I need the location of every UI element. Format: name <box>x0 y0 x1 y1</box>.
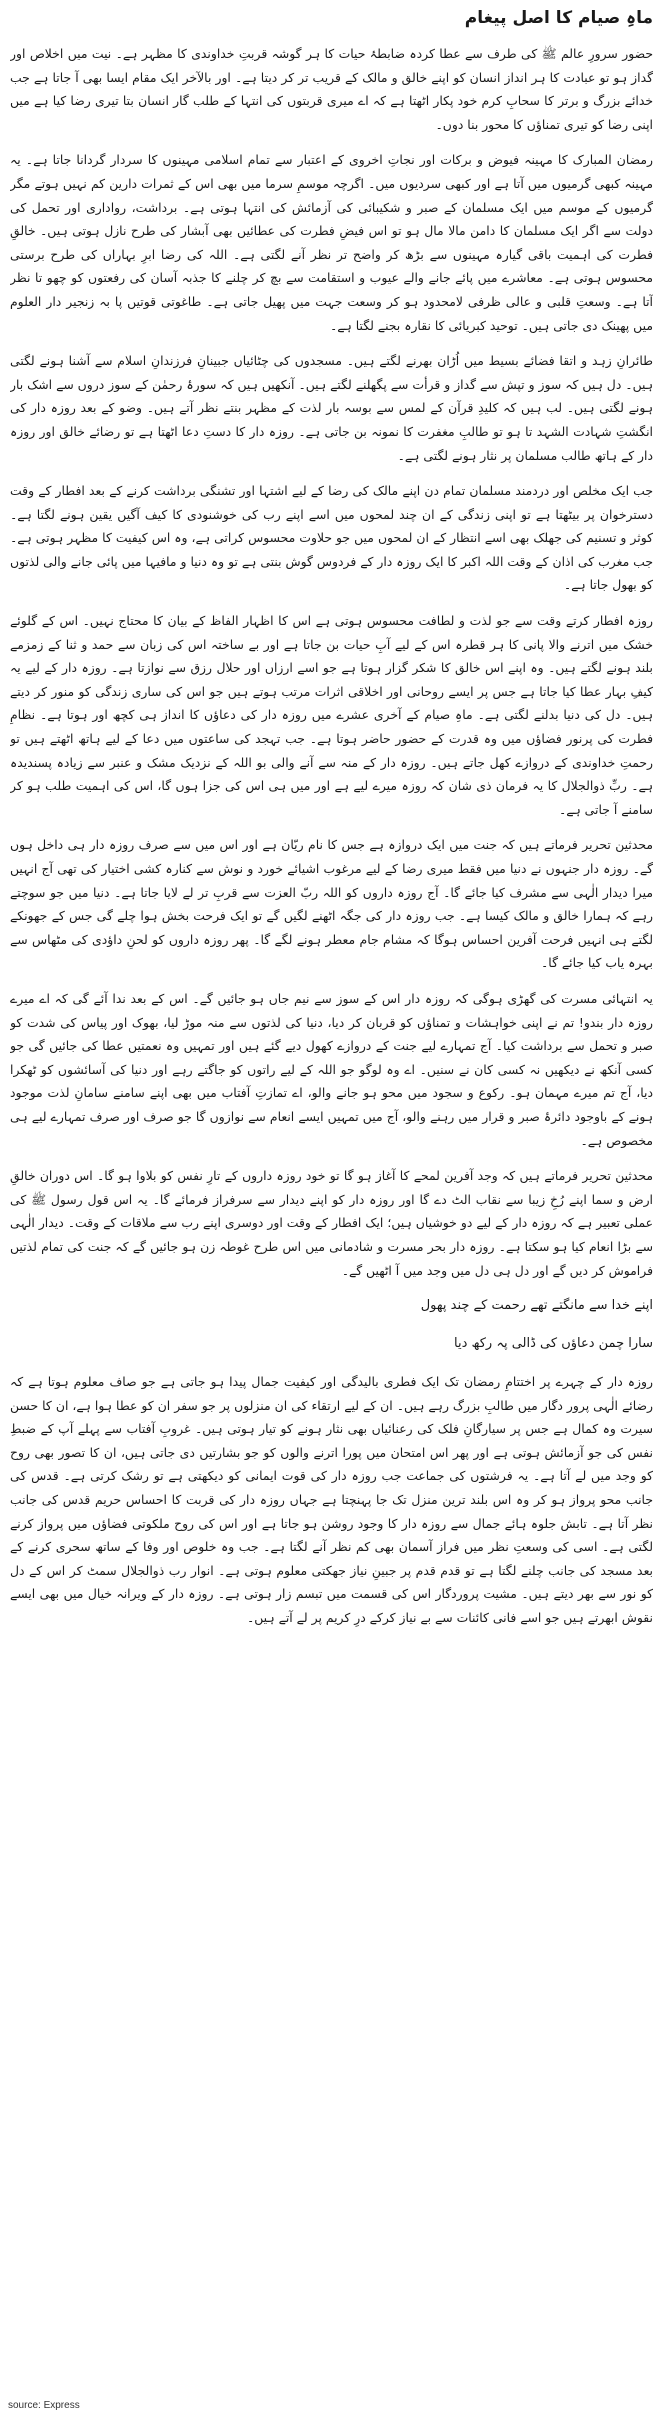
article-paragraph: محدثین تحریر فرماتے ہیں کہ جنت میں ایک دروازہ ہے جس کا نام ریّان ہے اور اس میں سے صرف روزہ دار ہی داخل ہوں گے۔ روزہ دار جنہوں نے دنیا میں فقط میری رضا کے لیے مرغوب اشیائے خورد و نوش سے کنارہ کشی اختیار کی تھی آج انہیں میرا دیدار الٰہی سے مشرف کیا جائے گا۔ آج روزہ داروں کو اللہ ربّ العزت سے قربِ تر لے لایا جاتا ہے۔ دنیا میں جو سوچتے رہے کہ ہمارا خالق و مالک کیسا ہے۔ جب روزہ دار کی جگہ اٹھنے لگیں گے تو ایک فرحت بخش ہوا چلے گی جس کے جھونکے لگتے ہی انہیں فرحت آفرین احساس ہوگا کہ مشام جام معطر ہونے لگے گا۔ پھر روزہ داروں کو لحنِ داؤدی کی مٹھاس سے بہرہ یاب کیا جائے گا۔ <box>10 837 653 971</box>
article-paragraph: طائرانِ زہد و اتقا فضائے بسیط میں اُڑان بھرنے لگتے ہیں۔ مسجدوں کی چٹائیاں جبینانِ فرزندانِ اسلام سے آشنا ہونے لگتی ہیں۔ دل ہیں کہ سوز و تپش سے گداز و قرأت سے پگھلنے لگتے ہیں۔ آنکھیں ہیں کہ سورۂ رحمٰن کے سوز دروں سے اشک بار ہونے لگتی ہیں۔ لب ہیں کہ کلیدِ قرآن کے لمس سے بوسہ بار لذت کے مظہر بنتے نظر آتے ہیں۔ وضو کے بعد روزہ دار کی انگشتِ شہادت الشہد تا ہو تو طالبِ مغفرت کا نمونہ بن جاتی ہے۔ روزہ دار کا دستِ دعا اٹھتا ہے تو رضائے خالق اور روزہ دار کے ہاتھ طالب مسلمان پر نثار ہونے لگتی ہے۔ <box>10 353 653 463</box>
article-paragraph: محدثین تحریر فرماتے ہیں کہ وجد آفرین لمحے کا آغاز ہو گا تو خود روزہ داروں کے تارِ نفس کو بلاوا ہو گا۔ اس دوران خالقِ ارض و سما اپنے رُخِ زیبا سے نقاب الٹ دے گا اور روزہ دار کو اپنے دیدار سے سرفراز فرمائے گا۔ یہ اس قول رسول ﷺ کی عملی تعبیر ہے کہ روزہ دار کے لیے دو خوشیاں ہیں؛ ایک افطار کے وقت اور دوسری اپنے رب سے ملاقات کے وقت۔ دیدار الٰہی سے بڑا انعام کیا ہو سکتا ہے۔ روزہ دار بحر مسرت و شادمانی میں اس طرح غوطہ زن ہو جائیں گے کہ جنت کی تمام لذتیں فراموش کر دیں گے اور دل ہی دل میں وجد میں آ اٹھیں گے۔ <box>10 1168 653 1278</box>
article-paragraph: یہ انتہائی مسرت کی گھڑی ہوگی کہ روزہ دار اس کے سوز سے نیم جاں ہو جائیں گے۔ اس کے بعد ندا آئے گی کہ اے میرے روزہ دار بندو! تم نے اپنی خواہشات و تمناؤں کو قربان کر دیا، دنیا کی لذتوں سے منہ موڑ لیا، بھوک اور پیاس کی شدت کو صبر و تحمل سے برداشت کیا۔ آج تمہارے لیے جنت کے دروازے کھول دیے گئے ہیں اور تمہیں وہ نعمتیں عطا کی جائیں گی جو کسی آنکھ نے دیکھیں نہ کسی کان نے سنیں۔ اے وہ لوگو جو اللہ کے لیے راتوں کو جاگتے رہے اور دنیا کی آسائشوں کو ٹھکرا دیا، آج تم میرے مہمان ہو۔ رکوع و سجود میں محو ہو جانے والو، اے تمازتِ آفتاب میں بھی اپنے سامنے سامانِ لذت موجود ہونے کے باوجود دائرۂ صبر و قرار میں رہنے والو، آج میں تمہیں ایسے انعام سے نوازوں گا جو صرف اور صرف تمہارے لیے ہی مخصوص ہے۔ <box>10 990 653 1148</box>
poetry-line: سارا چمن دعاؤں کی ڈالی پہ رکھ دیا <box>454 1336 653 1352</box>
closing-paragraph: روزہ دار کے چہرے پر اختتامِ رمضان تک ایک فطری بالیدگی اور کیفیت جمال پیدا ہو جاتی ہے جو صاف معلوم ہوتا ہے کہ رضائے الٰہی پرور دگار میں طالبِ بزرگ رہے ہیں۔ ان کے لیے ارتقاء کی ان منزلوں پر جو سفر ان کو عطا ہوا ہے، ان کا حسن سیرت وہ کمال ہے جس پر سیارگانِ فلک کی رعنائیاں بھی نثار ہونے کو تیار ہوتی ہیں۔ غروبِ آفتاب سے پہلے آپ کے ضبطِ نفس کی جو آزمائش ہوتی ہے اور پھر اس امتحان میں پورا اترنے والوں کو جو بشارتیں دی جاتی ہیں، ان کا تصور بھی روح کو وجد میں لے آتا ہے۔ یہ فرشتوں کی جماعت جب روزہ دار کی قوت ایمانی کو دیکھتی ہے تو رشک کرتی ہے۔ قدس کی جانب محو پرواز ہو کر وہ اس بلند ترین منزل تک جا پہنچتا ہے جہاں روزہ دار کی قربت کا احساس حریم قدس کی جانب نظر آتا ہے۔ تابش جلوہ ہائے جمال سے روزہ دار کا وجود روشن ہو جاتا ہے اور اس کی روح ملکوتی فضاؤں میں پرواز کرنے لگتی ہے۔ اسی کی وسعتِ نظر میں فراز آسمان بھی کم نظر آنے لگتا ہے۔ جب وہ خلوص اور وفا کے ساتھ سحری کرنے کے بعد مسجد کی جانب چلنے لگتا ہے تو قدم قدم پر جبینِ نیاز جھکتی معلوم ہوتی ہے۔ انوار رب ذوالجلال سمٹ کر اس کے دل کو نور سے بھر دیتے ہیں۔ مشیت پروردگار اس کی قسمت میں تبسم زار ہوتی ہے۔ روزہ دار کے ویرانہ خیال میں بھی ایسے نقوش ابھرتے ہیں جو اسے فانی کائنات سے بے نیاز کرکے درِ کریم پر لے آتے ہیں۔ <box>10 1374 653 1626</box>
source-credit: source: Express <box>8 2400 80 2411</box>
article-paragraph: روزہ افطار کرتے وقت سے جو لذت و لطافت محسوس ہوتی ہے اس کا اظہار الفاظ کے بیان کا محتاج نہیں۔ اس کے گلوئے خشک میں اترنے والا پانی کا ہر قطرہ اس کے لیے آبِ حیات بن جاتا ہے اور بے ساختہ اس کی زبان سے حمد و ثنا کے زمزمے بلند ہونے لگتے ہیں۔ وہ اپنے اس خالق کا شکر گزار ہوتا ہے جو اسے ارزاں اور حلال رزق سے نوازتا ہے۔ روزہ دار کے لیے یہ کیفِ بہار عطا کیا جاتا ہے جس پر ایسے روحانی اور اخلاقی اثرات مرتب ہوتے ہیں جو اس کی ساری زندگی کو منور کر دیتے ہیں۔ دل کی دنیا بدلنے لگتی ہے۔ ماہِ صیام کے آخری عشرے میں روزہ دار کی دعاؤں کا انداز ہی کچھ اور ہوتا ہے۔ نظامِ فطرت کی پرنور فضاؤں میں وہ قدرت کے حضور حاضر ہوتا ہے۔ جب تہجد کی ساعتوں میں دعا کے لیے ہاتھ اٹھتے ہیں تو رحمتِ خداوندی کے دروازے کھل جاتے ہیں۔ روزہ دار کے منہ سے آنے والی بو اللہ کے نزدیک مشک و عنبر سے زیادہ پسندیدہ ہے۔ ربِّ ذوالجلال کا یہ فرمان ذی شان کہ روزہ میرے لیے ہے اور میں ہی اس کی جزا ہوں گا، اس کی اہمیت طلب ہو کر سامنے آ جاتی ہے۔ <box>10 613 653 817</box>
article-paragraph: رمضان المبارک کا مہینہ فیوض و برکات اور نجاتِ اخروی کے اعتبار سے تمام اسلامی مہینوں کا سردار گردانا جاتا ہے۔ یہ مہینہ کبھی گرمیوں میں آتا ہے اور کبھی سردیوں میں۔ اگرچہ موسمِ سرما میں بھی اس کے ثمرات دارین کم نہیں ہوتے مگر گرمیوں کے موسم میں ایک مسلمان کے صبر و شکیبائی کی آزمائش کی انتہا ہوتی ہے۔ برداشت، رواداری اور تحمل کی دولت سے اگر ایک مسلمان کا دامن مالا مال ہو تو اس فیضِ فطرت کی عطائیں بھی آبشار کی طرح نازل ہوتی ہیں۔ خالقِ فطرت کی اہمیت باقی گیارہ مہینوں سے بڑھ کر واضح تر نظر آنے لگتی ہے۔ اللہ کی رضا ابرِ بہاراں کی طرح برستی محسوس ہوتی ہے۔ معاشرے میں پائے جانے والے عیوب و استقامت سے بچ کر چلنے کا جذبہ آسان کی رفعتوں کو چھو تا نظر آتا ہے۔ وسعتِ قلبی و عالی ظرفی لامحدود ہو کر وسعت جہت میں پھیل جاتی ہے۔ طاغوتی قوتیں پا بہ زنجیر دار العلوم میں پھینک دی جاتی ہیں۔ توحید کبریائی کا نقارہ بجنے لگتا ہے۔ <box>10 152 653 333</box>
article-paragraph: حضور سرورِ عالم ﷺ کی طرف سے عطا کردہ ضابطۂ حیات کا ہر گوشہ قربتِ خداوندی کا مظہر ہے۔ نیت میں اخلاص اور گداز ہو تو عبادت کا ہر انداز انسان کو اپنے خالق و مالک کے قریب تر کر دیتا ہے۔ اور بالآخر ایک مقام ایسا بھی آ جاتا ہے جب خدائے بزرگ و برتر کا سحابِ کرم خود پکار اٹھتا ہے کہ اے میری قربتوں کی انتہا کے طلب گار انسان بتا تیری رضا کیا ہے میں اپنی رضا کو تیری تمناؤں کا محور بنا دوں۔ <box>10 46 653 132</box>
article-title: ماہِ صیام کا اصل پیغام <box>464 8 653 28</box>
article <box>10 6 653 2401</box>
poetry-line: اپنے خدا سے مانگتے تھے رحمت کے چند پھول <box>420 1298 653 1314</box>
article-paragraph: جب ایک مخلص اور دردمند مسلمان تمام دن اپنے مالک کی رضا کے لیے اشتہا اور تشنگی برداشت کرنے کے بعد افطار کے وقت دسترخوان پر بیٹھتا ہے تو اپنی زندگی کے ان چند لمحوں میں اسے اپنے رب کی خوشنودی کا کیف آگیں یقین ہونے لگتا ہے۔ کوثر و تسنیم کی جھلک بھی اسے انتظار کے ان لمحوں میں جو حلاوت محسوس کراتی ہے، وہ اس کیفیت کا مظہر ہوتی ہے۔ جب مغرب کی اذان کے وقت اللہ اکبر کا ایک روزہ دار کے فردوس گوش بنتی ہے تو وہ دنیا و مافیہا میں پائی جانے والی لذتوں کو بھول جاتا ہے۔ <box>10 483 653 593</box>
